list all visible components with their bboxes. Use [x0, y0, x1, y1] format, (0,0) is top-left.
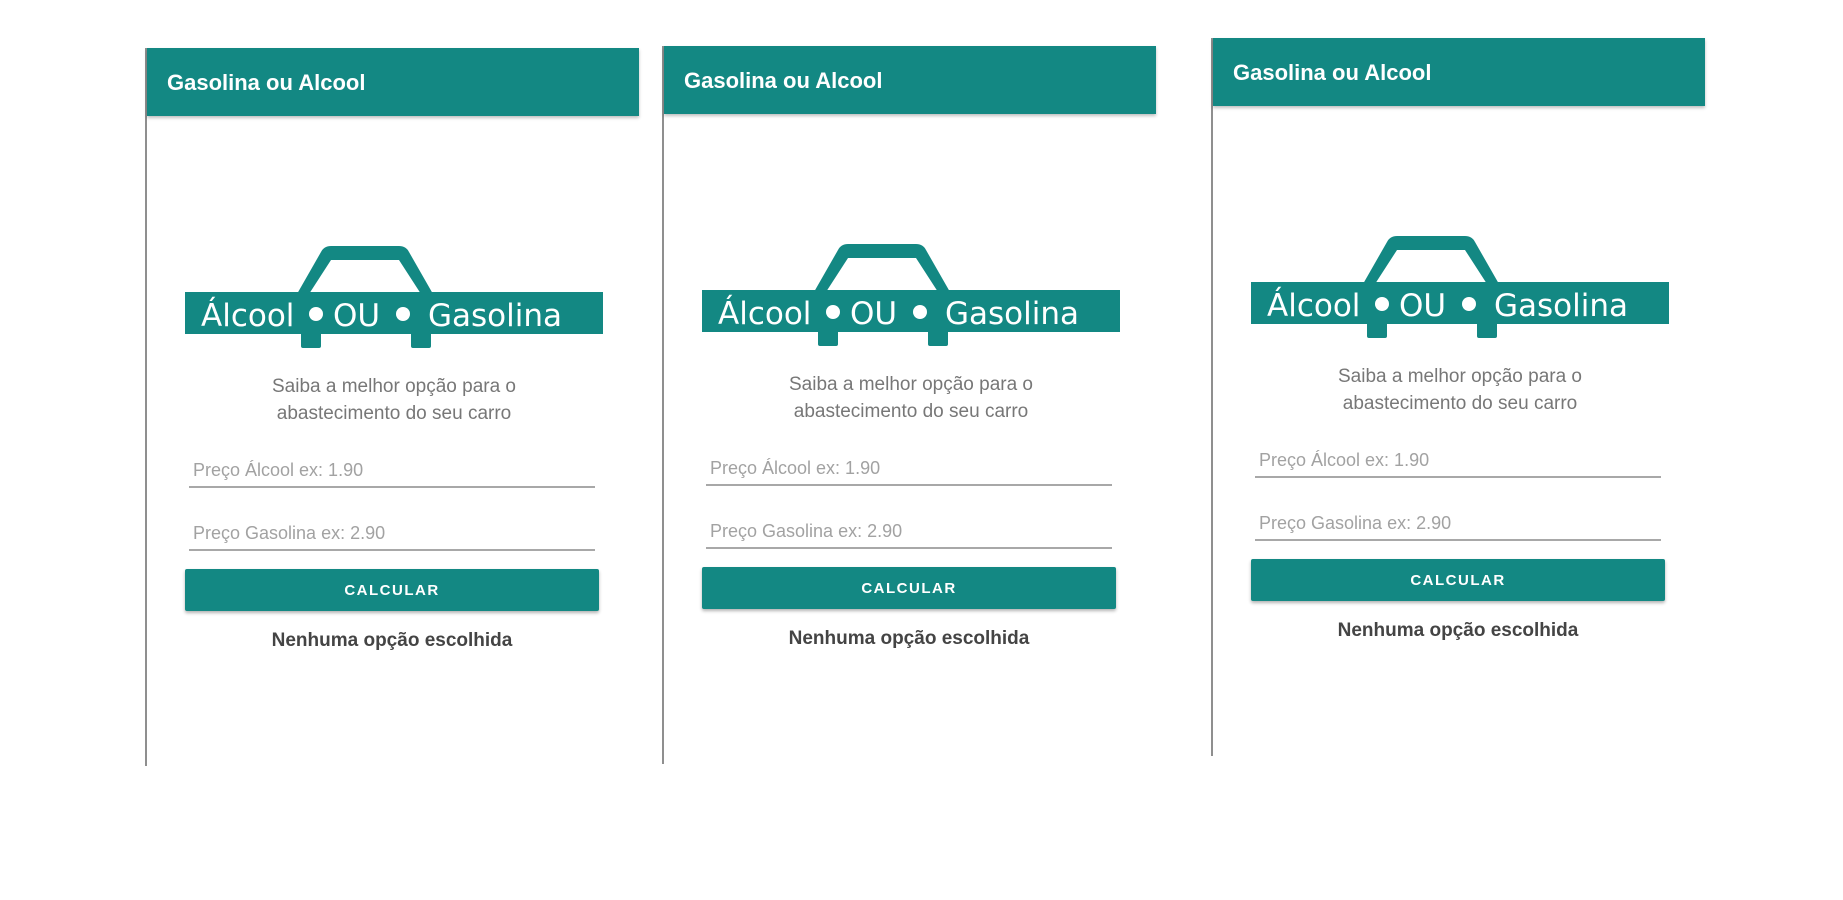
- gasolina-price-input[interactable]: [1255, 497, 1661, 539]
- subtitle: [702, 371, 1120, 425]
- headlight-left: [826, 305, 840, 319]
- logo-word-ou: OU: [333, 298, 381, 334]
- result-text: Nenhuma opção escolhida: [1337, 620, 1579, 641]
- car-logo: [185, 242, 603, 350]
- alcool-price-input[interactable]: [189, 444, 595, 486]
- app-bar: [664, 46, 1156, 114]
- logo-word-alcool: Álcool: [718, 296, 812, 332]
- gasolina-price-input[interactable]: [706, 505, 1112, 547]
- calculate-button[interactable]: CALCULAR: [185, 569, 599, 611]
- headlight-left: [1375, 297, 1389, 311]
- car-logo: [1251, 232, 1669, 340]
- app-title: Gasolina ou Alcool: [167, 70, 366, 95]
- calculate-button[interactable]: CALCULAR: [702, 567, 1116, 609]
- subtitle-line-1: Saiba a melhor opção para o: [789, 374, 1033, 395]
- app-bar: [1213, 38, 1705, 106]
- phone-screen-2: [662, 46, 1152, 764]
- car-logo: [702, 240, 1120, 348]
- alcool-price-field: [706, 442, 1112, 486]
- subtitle-line-1: Saiba a melhor opção para o: [1338, 366, 1582, 387]
- subtitle: [1251, 363, 1669, 417]
- subtitle-line-1: Saiba a melhor opção para o: [272, 376, 516, 397]
- logo-word-gasolina: Gasolina: [1494, 288, 1629, 324]
- logo-word-ou: OU: [850, 296, 898, 332]
- logo-word-gasolina: Gasolina: [945, 296, 1080, 332]
- logo-word-alcool: Álcool: [1267, 288, 1361, 324]
- gasolina-price-field: [1255, 497, 1661, 541]
- logo-word-gasolina: Gasolina: [428, 298, 563, 334]
- subtitle: [185, 373, 603, 427]
- phone-screen-3: [1211, 38, 1701, 756]
- result-text: Nenhuma opção escolhida: [271, 630, 513, 651]
- headlight-left: [309, 307, 323, 321]
- logo-word-ou: OU: [1399, 288, 1447, 324]
- calculate-button[interactable]: CALCULAR: [1251, 559, 1665, 601]
- headlight-right: [1462, 297, 1476, 311]
- subtitle-line-2: abastecimento do seu carro: [793, 401, 1029, 422]
- alcool-price-field: [189, 444, 595, 488]
- subtitle-line-2: abastecimento do seu carro: [1342, 393, 1578, 414]
- result-text: Nenhuma opção escolhida: [788, 628, 1030, 649]
- phone-screen-1: [145, 48, 635, 766]
- headlight-right: [396, 307, 410, 321]
- gasolina-price-field: [189, 507, 595, 551]
- logo-word-alcool: Álcool: [201, 298, 295, 334]
- subtitle-line-2: abastecimento do seu carro: [276, 403, 512, 424]
- alcool-price-input[interactable]: [706, 442, 1112, 484]
- app-title: Gasolina ou Alcool: [684, 68, 883, 93]
- gasolina-price-field: [706, 505, 1112, 549]
- alcool-price-input[interactable]: [1255, 434, 1661, 476]
- gasolina-price-input[interactable]: [189, 507, 595, 549]
- alcool-price-field: [1255, 434, 1661, 478]
- app-bar: [147, 48, 639, 116]
- headlight-right: [913, 305, 927, 319]
- app-title: Gasolina ou Alcool: [1233, 60, 1432, 85]
